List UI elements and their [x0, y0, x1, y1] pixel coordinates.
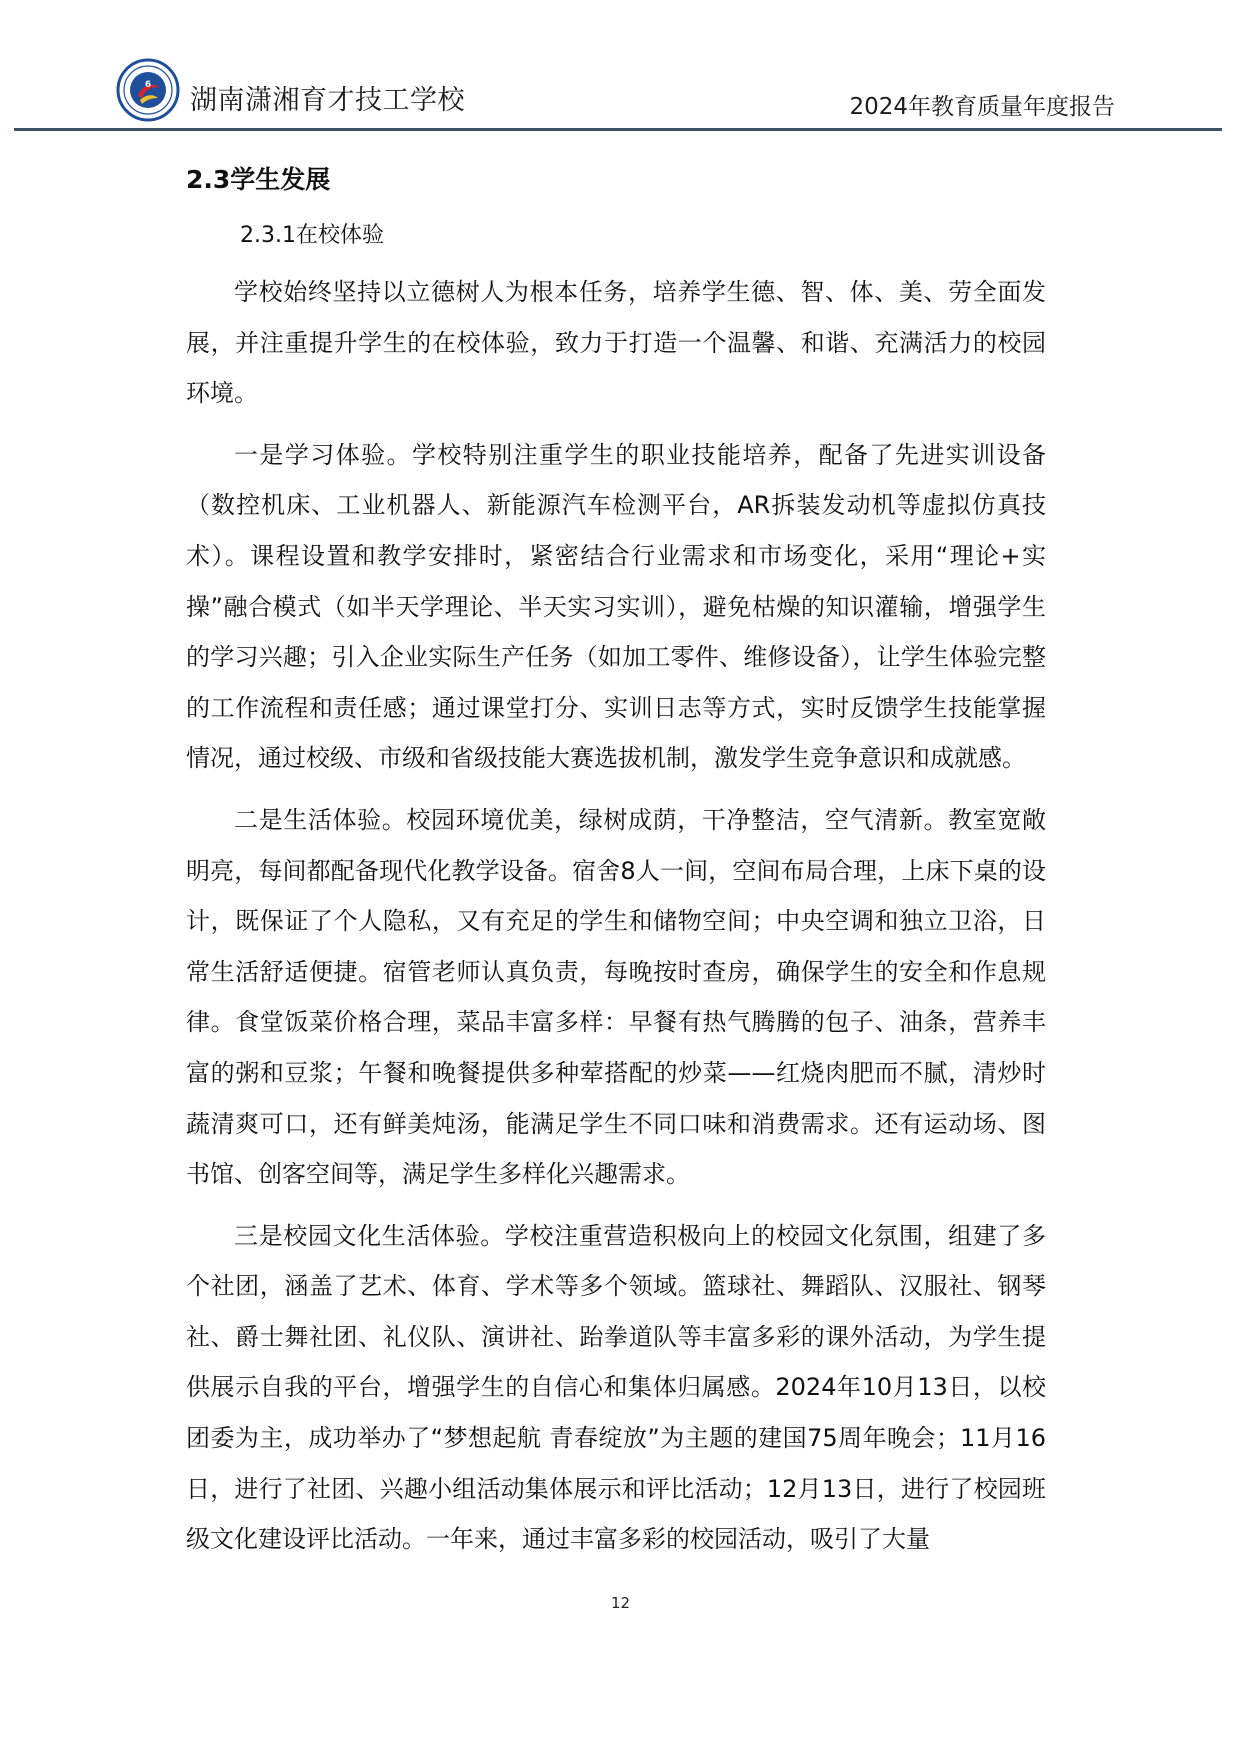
report-title: 2024年教育质量年度报告 [849, 94, 1115, 120]
page-body [186, 160, 1046, 1576]
school-emblem-icon [116, 58, 180, 122]
subsection-heading: 2.3.1在校体验 [240, 223, 384, 248]
intro-paragraph: 学校始终坚持以立德树人为根本任务，培养学生德、智、体、美、劳全面发展，并注重提升学生的在校体验，致力于打造一个温馨、和谐、充满活力的校园环境。 [186, 278, 1046, 408]
learning-experience-paragraph: 一是学习体验。学校特别注重学生的职业技能培养，配备了先进实训设备（数控机床、工业机器人、新能源汽车检测平台，AR拆装发动机等虚拟仿真技术）。课程设置和教学安排时，紧密结合行业需求和市场变化，采用“理论+实操”融合模式（如半天学理论、半天实习实训），避免枯燥的知识灌输，增强学生的学习兴趣；引入企业实际生产任务（如加工零件、维修设备），让学生体验完整的工作流程和责任感；通过课堂打分、实训日志等方式，实时反馈学生技能掌握情况，通过校级、市级和省级技能大赛选拔机制，激发学生竞争意识和成就感。 [186, 440, 1046, 773]
campus-culture-paragraph: 三是校园文化生活体验。学校注重营造积极向上的校园文化氛围，组建了多个社团，涵盖了艺术、体育、学术等多个领域。篮球社、舞蹈队、汉服社、钢琴社、爵士舞社团、礼仪队、演讲社、跆拳道队等丰富多彩的课外活动，为学生提供展示自我的平台，增强学生的自信心和集体归属感。2024年10月13日，以校团委为主，成功举办了“梦想起航 青春绽放”为主题的建国75周年晚会；11月16日，进行了社团、兴趣小组活动集体展示和评比活动；12月13日，进行了校园班级文化建设评比活动。一年来，通过丰富多彩的校园活动，吸引了大量 [186, 1221, 1046, 1554]
page-header [0, 0, 1241, 132]
school-name: 湖南潇湘育才技工学校 [190, 85, 465, 116]
header-divider [14, 128, 1222, 131]
svg-text:6: 6 [144, 80, 152, 90]
section-heading: 2.3学生发展 [186, 165, 331, 194]
living-experience-paragraph: 二是生活体验。校园环境优美，绿树成荫，干净整洁，空气清新。教室宽敞明亮，每间都配备现代化教学设备。宿舍8人一间，空间布局合理，上床下桌的设计，既保证了个人隐私，又有充足的学生和储物空间；中央空调和独立卫浴，日常生活舒适便捷。宿管老师认真负责，每晚按时查房，确保学生的安全和作息规律。食堂饭菜价格合理，菜品丰富多样：早餐有热气腾腾的包子、油条，营养丰富的粥和豆浆；午餐和晚餐提供多种荤搭配的炒菜——红烧肉肥而不腻，清炒时蔬清爽可口，还有鲜美炖汤，能满足学生不同口味和消费需求。还有运动场、图书馆、创客空间等，满足学生多样化兴趣需求。 [186, 805, 1046, 1189]
page-number: 12 [610, 1594, 631, 1612]
